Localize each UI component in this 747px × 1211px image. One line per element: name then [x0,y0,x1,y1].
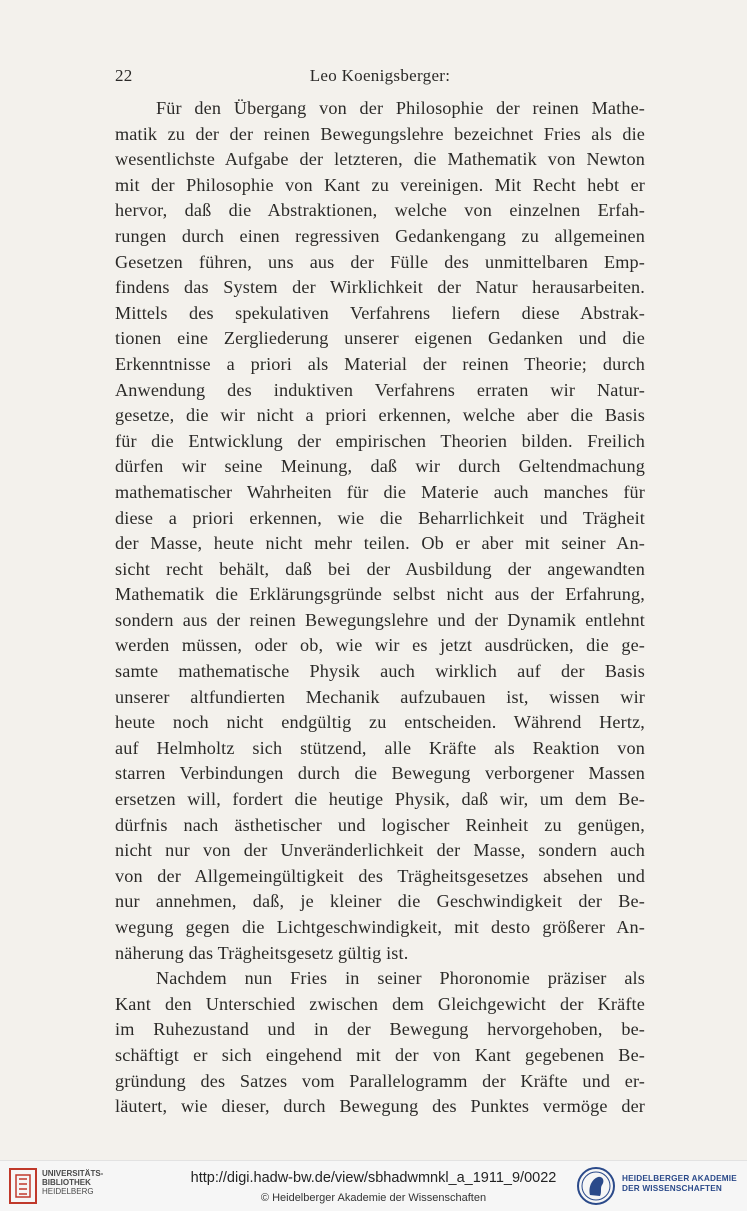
text-line: mit der Philosophie von Kant zu vereinigen. Mit Recht hebt er [115,174,645,195]
text-line: rungen durch einen regressiven Gedankengang zu allgemeinen [115,225,645,246]
text-line: Nachdem nun Fries in seiner Phoronomie präziser als [156,968,645,989]
text-line: unserer altfundierten Mechanik aufzubauen ist, wissen wir [115,686,645,707]
text-line: näherung das Trägheitsgesetz gültig ist. [115,942,409,963]
text-line: gesetze, die wir nicht a priori erkennen, welche aber die Basis [115,405,645,426]
footer-bar [0,1160,747,1211]
text-line: dürfnis nach ästhetischer und logischer Reinheit zu genügen, [115,814,645,835]
text-line: wegung gegen die Lichtgeschwindigkeit, mit desto größerer An- [115,917,645,937]
text-line: Anwendung des induktiven Verfahrens erraten wir Natur- [115,379,645,400]
text-line: Erkenntnisse a priori als Material der reinen Theorie; durch [115,353,645,374]
text-line: samte mathematische Physik auch wirklich auf der Basis [115,661,645,682]
library-line: HEIDELBERG [42,1187,94,1196]
body-text [115,96,645,1120]
page-number: 22 [115,66,133,85]
text-line: dürfen wir seine Meinung, daß wir durch Geltendmachung [115,456,645,477]
text-line: gründung des Satzes vom Parallelogramm der Kräfte und er- [115,1070,645,1091]
running-title: Leo Koenigsberger: [309,66,451,85]
academy-line: DER WISSENSCHAFTEN [622,1184,723,1193]
page-header [115,66,645,90]
text-line: starren Verbindungen durch die Bewegung verborgener Massen [115,763,645,784]
text-line: ersetzen will, fordert die heutige Physik, daß wir, um dem Be- [115,789,645,810]
copyright-notice: © Heidelberger Akademie der Wissenschaften [260,1192,487,1204]
text-line: sicht recht behält, daß bei der Ausbildung der angewandten [115,558,645,579]
text-line: der Masse, heute nicht mehr teilen. Ob er aber mit seiner An- [115,533,645,554]
text-line: sondern aus der reinen Bewegungslehre und der Dynamik entlehnt [115,609,645,630]
text-line: nur annehmen, daß, je kleiner die Geschwindigkeit der Be- [115,891,645,912]
academy-seal-icon [576,1165,616,1207]
text-line: werden müssen, oder ob, wie wir es jetzt ausdrücken, die ge- [115,635,645,656]
library-line: BIBLIOTHEK [42,1178,91,1187]
text-line: Mittels des spekulativen Verfahrens liefern diese Abstrak- [115,302,645,323]
text-line: mathematischer Wahrheiten für die Materie auch manches für [115,481,645,502]
library-line: UNIVERSITÄTS- [42,1169,104,1178]
permalink-url[interactable]: http://digi.hadw-bw.de/view/sbhadwmnkl_a_1911_9/0022 [190,1170,557,1186]
academy-line: HEIDELBERGER AKADEMIE [622,1174,737,1183]
text-line: Mathematik die Erklärungsgründe selbst nicht aus der Erfahrung, [115,584,645,605]
text-line: von der Allgemeingültigkeit des Trägheitsgesetzes absehen und [115,865,645,886]
text-line: Gesetzen führen, uns aus der Fülle des unmittelbaren Emp- [115,251,645,272]
text-line: Für den Übergang von der Philosophie der reinen Mathe- [156,98,645,118]
text-line: schäftigt er sich eingehend mit der von Kant gegebenen Be- [115,1044,645,1065]
text-line: nicht nur von der Unveränderlichkeit der Masse, sondern auch [115,840,645,861]
text-line: für die Entwicklung der empirischen Theorien bilden. Freilich [115,430,645,451]
text-line: findens das System der Wirklichkeit der Natur herausarbeiten. [115,277,645,298]
academy-name [622,1174,737,1194]
text-line: läutert, wie dieser, durch Bewegung des Punktes vermöge der [115,1096,645,1117]
text-line: im Ruhezustand und in der Bewegung hervorgehoben, be- [115,1019,645,1040]
text-line: hervor, daß die Abstraktionen, welche von einzelnen Erfah- [115,200,645,221]
text-line: Kant den Unterschied zwischen dem Gleichgewicht der Kräfte [115,993,645,1014]
text-line: matik zu der der reinen Bewegungslehre bezeichnet Fries als die [115,123,645,144]
text-line: heute noch nicht endgültig zu entscheiden. Während Hertz, [115,712,645,733]
text-line: wesentlichste Aufgabe der letzteren, die Mathematik von Newton [115,149,645,170]
text-line: diese a priori erkennen, wie die Beharrlichkeit und Trägheit [115,507,645,528]
text-line: auf Helmholtz sich stützend, alle Kräfte als Reaktion von [115,737,645,758]
text-line: tionen eine Zergliederung unserer eigenen Gedanken und die [115,328,645,349]
